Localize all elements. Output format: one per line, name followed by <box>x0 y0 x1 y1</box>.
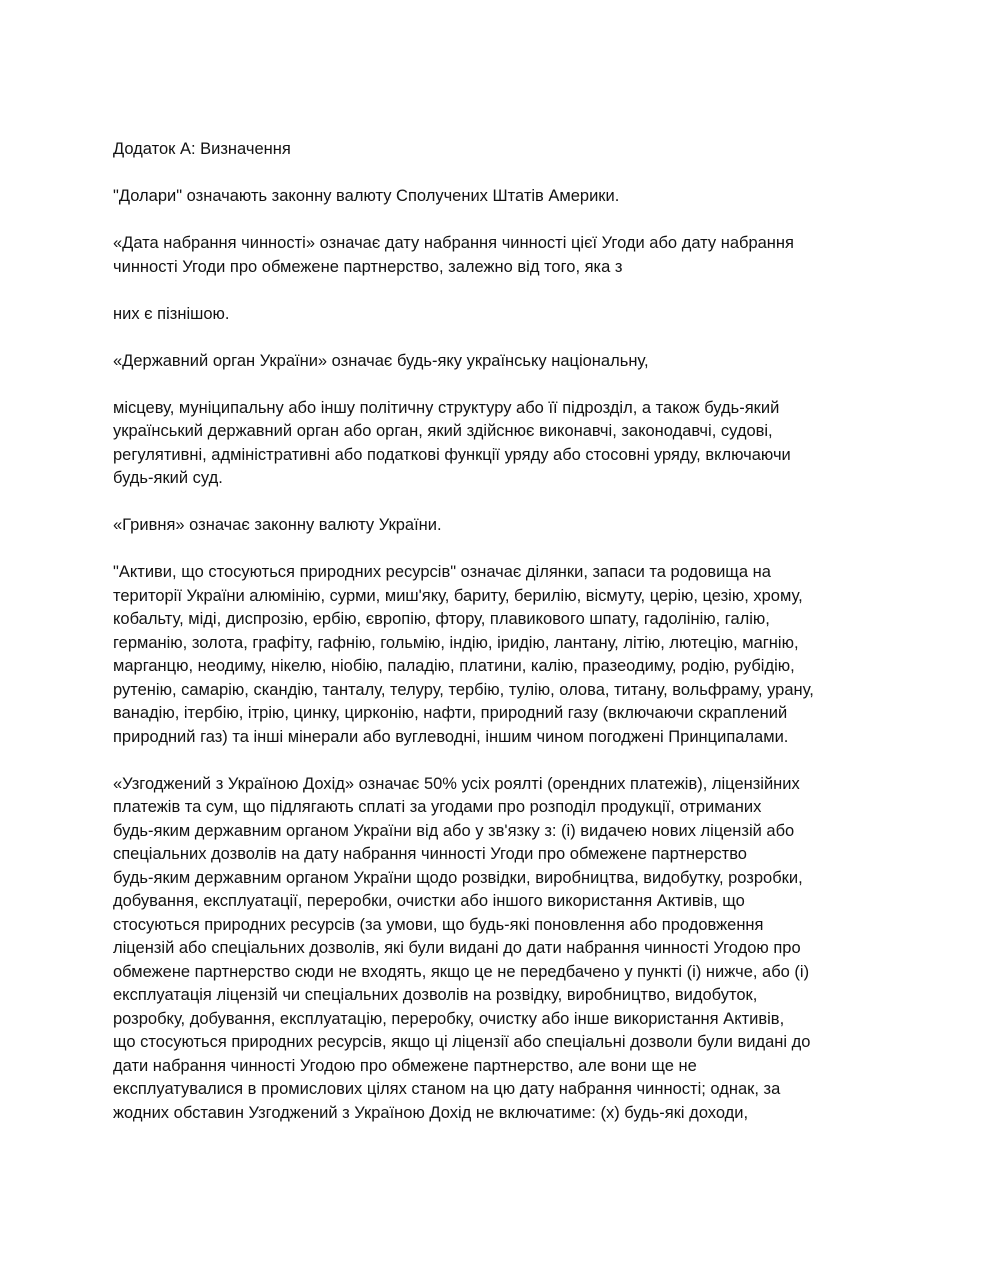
text-line: марганцю, неодиму, нікелю, ніобію, паладію, платини, калію, празеодиму, родію, рубідію, <box>113 657 795 675</box>
text-line: український державний орган або орган, який здійснює виконавчі, законодавчі, судові, <box>113 422 773 440</box>
text-line: добування, експлуатації, переробки, очистки або іншого використання Активів, що <box>113 892 745 910</box>
text-line: експлуатувалися в промислових цілях станом на цю дату набрання чинності; однак, за <box>113 1080 781 1098</box>
text-line: ліцензій або спеціальних дозволів, які були видані до дати набрання чинності Угодою про <box>113 939 801 957</box>
text-line: «Дата набрання чинності» означає дату набрання чинності цієї Угоди або дату набрання <box>113 234 794 252</box>
text-line: експлуатація ліцензій чи спеціальних дозволів на розвідку, виробництво, видобуток, <box>113 986 758 1004</box>
text-line: «Державний орган України» означає будь-яку українську національну, <box>113 351 649 370</box>
appendix-heading <box>113 138 930 162</box>
text-line: «Узгоджений з Україною Дохід» означає 50% усіх роялті (орендних платежів), ліцензійних <box>113 774 800 793</box>
document-content <box>113 138 930 1149</box>
text-line: розробку, добування, експлуатацію, переробку, очистку або інше використання Активів, <box>113 1009 785 1028</box>
text-line: них є пізнішою. <box>113 304 230 323</box>
text-line: що стосуються природних ресурсів, якщо ці ліцензії або спеціальні дозволи були видані до <box>113 1033 811 1051</box>
text-line: «Гривня» означає законну валюту України. <box>113 516 442 534</box>
text-line: будь-який суд. <box>113 469 223 487</box>
definition-dollars <box>113 185 930 209</box>
text-line: платежів та сум, що підлягають сплаті за угодами про розподіл продукції, отриманих <box>113 798 762 816</box>
text-line: будь-яким державним органом України від або у зв'язку з: (і) видачею нових ліцензій або <box>113 821 795 840</box>
text-line: Додаток А: Визначення <box>113 140 291 158</box>
definition-agreed-ukraine-income <box>113 773 930 1126</box>
text-line: місцеву, муніципальну або іншу політичну структуру або її підрозділ, а також будь-який <box>113 398 780 417</box>
text-line: "Активи, що стосуються природних ресурсів" означає ділянки, запаси та родовища на <box>113 563 771 581</box>
text-line: "Долари" означають законну валюту Сполучених Штатів Америки. <box>113 187 620 205</box>
definition-hryvnia <box>113 514 930 538</box>
text-line: ванадію, ітербію, ітрію, цинку, цирконію, нафти, природний газу (включаючи скраплений <box>113 704 788 722</box>
text-line: природний газ) та інші мінерали або вуглеводні, іншим чином погоджені Принципалами. <box>113 727 789 746</box>
text-line: спеціальних дозволів на дату набрання чинності Угоди про обмежене партнерство <box>113 845 747 863</box>
definition-effective-date <box>113 232 930 279</box>
text-line: території України алюмінію, сурми, миш'яку, бариту, берилію, вісмуту, церію, цезію, хрому, <box>113 586 803 605</box>
definition-government-body-intro <box>113 350 930 374</box>
text-line: кобальту, міді, диспрозію, ербію, європію, фтору, плавикового шпату, гадолінію, галію, <box>113 610 770 628</box>
text-line: регулятивні, адміністративні або податкові функції уряду або стосовні уряду, включаючи <box>113 445 791 464</box>
text-line: обмежене партнерство сюди не входять, якщо це не передбачено у пункті (і) нижче, або (і) <box>113 962 810 981</box>
text-line: германію, золота, графіту, гафнію, гольмію, індію, іридію, лантану, літію, лютецію, магнію, <box>113 633 799 652</box>
definition-natural-resource-assets <box>113 561 930 749</box>
text-line: дати набрання чинності Угодою про обмежене партнерство, але вони ще не <box>113 1056 697 1075</box>
definition-government-body-continuation <box>113 397 930 491</box>
text-line: будь-яким державним органом України щодо розвідки, виробництва, видобутку, розробки, <box>113 868 803 887</box>
definition-effective-date-continuation <box>113 303 930 327</box>
text-line: стосуються природних ресурсів (за умови, що будь-які поновлення або продовження <box>113 915 764 934</box>
text-line: жодних обставин Узгоджений з Україною Дохід не включатиме: (x) будь-які доходи, <box>113 1103 749 1122</box>
text-line: чинності Угоди про обмежене партнерство, залежно від того, яка з <box>113 257 623 276</box>
text-line: рутенію, самарію, скандію, танталу, телуру, тербію, тулію, олова, титану, вольфраму, урану, <box>113 680 814 699</box>
